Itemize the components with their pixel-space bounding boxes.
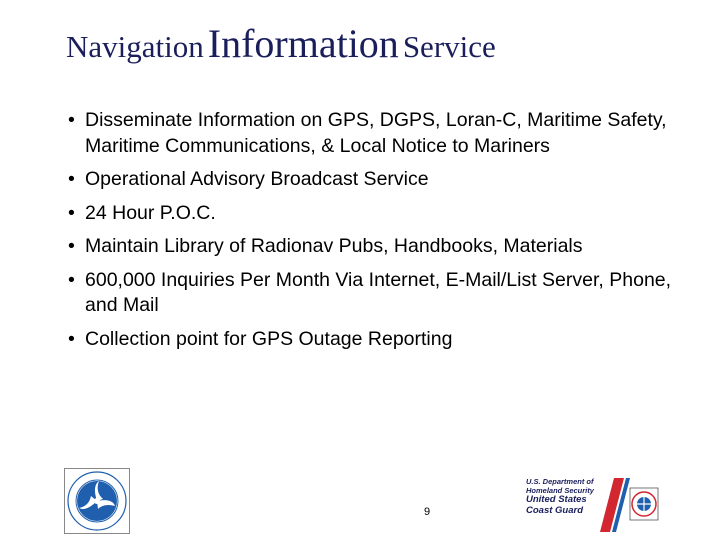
- title-word-1: Navigation: [66, 29, 204, 64]
- bullet-item: [68, 268, 688, 319]
- bullet-item: [68, 108, 688, 159]
- page-number: 9: [423, 506, 431, 518]
- bullet-dot: •: [68, 201, 75, 224]
- bullet-text: Collection point for GPS Outage Reporting: [85, 327, 453, 350]
- bullet-item: [68, 201, 688, 227]
- uscg-line-1: United States: [526, 494, 587, 505]
- bullet-text: Disseminate Information on GPS, DGPS, Loran-C, Maritime Safety, Maritime Communications, & Local Notice to Mariners: [85, 109, 667, 157]
- bullet-dot: •: [68, 168, 75, 190]
- bullet-dot: •: [68, 327, 75, 350]
- us-department-of-transportation-logo-icon: [64, 468, 130, 534]
- bullet-dot: •: [68, 235, 75, 257]
- bullet-dot: •: [68, 268, 75, 291]
- dhs-line-1: U.S. Department of: [526, 477, 594, 486]
- bullet-text: Maintain Library of Radionav Pubs, Handbooks, Materials: [85, 235, 583, 257]
- slide-title: [66, 20, 496, 67]
- coast-guard-racing-stripe-emblem-icon: [600, 474, 660, 534]
- title-word-3: Service: [402, 29, 496, 64]
- dhs-uscg-wordmark: [526, 477, 606, 516]
- bullet-item: [68, 167, 688, 193]
- bullet-item: [68, 327, 688, 353]
- dhs-line-2: Homeland Security: [526, 486, 594, 495]
- bullet-list: [68, 108, 688, 360]
- bullet-text: Operational Advisory Broadcast Service: [85, 168, 429, 190]
- bullet-text: 600,000 Inquiries Per Month Via Internet, E-Mail/List Server, Phone, and Mail: [85, 268, 672, 316]
- bullet-dot: •: [68, 109, 75, 131]
- uscg-line-2: Coast Guard: [526, 504, 584, 516]
- bullet-item: [68, 234, 688, 260]
- bullet-text: 24 Hour P.O.C.: [85, 201, 216, 224]
- title-word-2: Information: [207, 21, 399, 66]
